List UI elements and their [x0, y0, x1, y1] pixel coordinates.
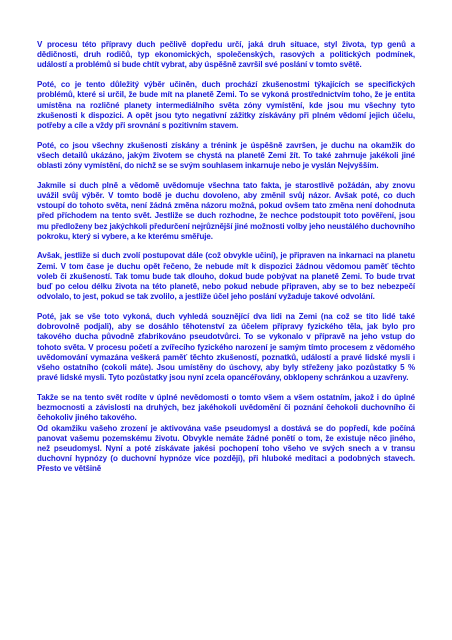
paragraph-8: Od okamžiku vašeho zrození je aktivována vaše pseudomysl a dostává se do popředí, kde počíná panovat vašemu pozemskému životu. Obvykle nemáte žádné ponětí o tom, že existuje něco jiného, než pseudomysl. Nyní a poté získávate jakési pochopení toho všeho ve svých snech a v transu duchovní hypnózy (o duchovní hypnóze více později), při hluboké meditaci a podobných stavech. Přesto ve většině [37, 423, 415, 474]
paragraph-3: Poté, co jsou všechny zkušenosti získány a trénink je úspěšně završen, je duchu na okamžik do všech detailů ukázáno, jakým životem se chystá na planetě Zemi žít. To také zahrnuje jakékoli jiné oblasti zóny vymístění, do nichž se se svým souhlasem inkarnuje nebo je vyslán Nejvyšším. [37, 140, 415, 171]
paragraph-1: V procesu této přípravy duch pečlivě dopředu určí, jaká druh situace, styl života, typ genů a dědičnosti, druh rodičů, typ ekonomických, společenských, rasových a politických podmínek, událostí a problémů si bude chtít vybrat, aby úspěšně završil své poslání v tomto světě. [37, 40, 415, 70]
paragraph-7: Takže se na tento svět rodíte v úplné nevědomosti o tomto všem a všem ostatním, jakož i do úplné bezmocnosti a závislosti na druhých, bez jakéhokoli uvědomění či poznání čehokoli duchovního či čehokoliv jiného takového. [37, 392, 415, 423]
document-body [37, 40, 415, 484]
paragraph-6: Poté, jak se vše toto vykoná, duch vyhledá souznějící dva lidi na Zemi (na což se tito lidé také dobrovolně podjali), aby se dosáhlo těhotenství za účelem přípravy fyzického těla, jak bylo pro takového ducha původně zfabrikováno pseudotvůrci. To se vykonalo v přípravě na jeho vstup do tohoto světa. V procesu početí a zvířecího fyzického narození je samým tímto procesem z vědomého uvědomování vymazána veškerá paměť těchto zkušeností, poznatků, událostí a pravé lidské mysli i všeho ostatního (cokoli máte). Jsou umístěny do úschovy, aby byly střeženy jako pozůstatky 5 % pravé lidské mysli. Tyto pozůstatky jsou nyní zcela opancéřovány, obklopeny schránkou a uzavřeny. [37, 311, 415, 383]
paragraph-5: Avšak, jestliže si duch zvolí postupovat dále (což obvykle učiní), je připraven na inkarnaci na planetu Zemi. V tom čase je duchu opět řečeno, že nebude mít k dispozici žádnou vědomou paměť těchto voleb či zkušeností. Tak tomu bude tak dlouho, dokud bude pobývat na planetě Zemi. To bude trvat buď po celou délku života na této planetě, nebo pokud nebude připraven, aby se to bez nebezpečí odvolalo, to jest, pokud se tak zvolilo, a jestliže účel jeho poslání vyžaduje takové odvolání. [37, 251, 415, 302]
paragraph-4: Jakmile si duch plně a vědomě uvědomuje všechna tato fakta, je starostlivě požádán, aby znovu uvážil svůj výběr. V tomto bodě je duchu dovoleno, aby změnil svůj názor. Avšak poté, co duch vstoupí do tohoto světa, není žádná změna názoru možná, pokud ovšem tato změna není dohodnuta před příchodem na tento svět. Jestliže se duch rozhodne, že nechce podstoupit toto pověření, jsou mu předloženy bez jakýchkoli předurčení nejrůznější jiné možnosti volby jeho neustálého duchovního pokroku, který si vybere, a ke kterému směřuje. [37, 180, 415, 241]
paragraph-2: Poté, co je tento důležitý výběr učiněn, duch prochází zkušenostmi týkajících se specifických problémů, které si určil, že bude mít na planetě Zemi. To se vykoná prostřednictvím toho, že je entita umístěna na rozličné planety intermediálního světa zóny vymístění, kde jsou mu všechny tyto zkušenosti k dispozici. A opět jsou tyto negativní zážitky získávány při plném vědomí jejich účelu, potřeby a cíle a vždy při srovnání s pozitivním stavem. [37, 80, 415, 130]
